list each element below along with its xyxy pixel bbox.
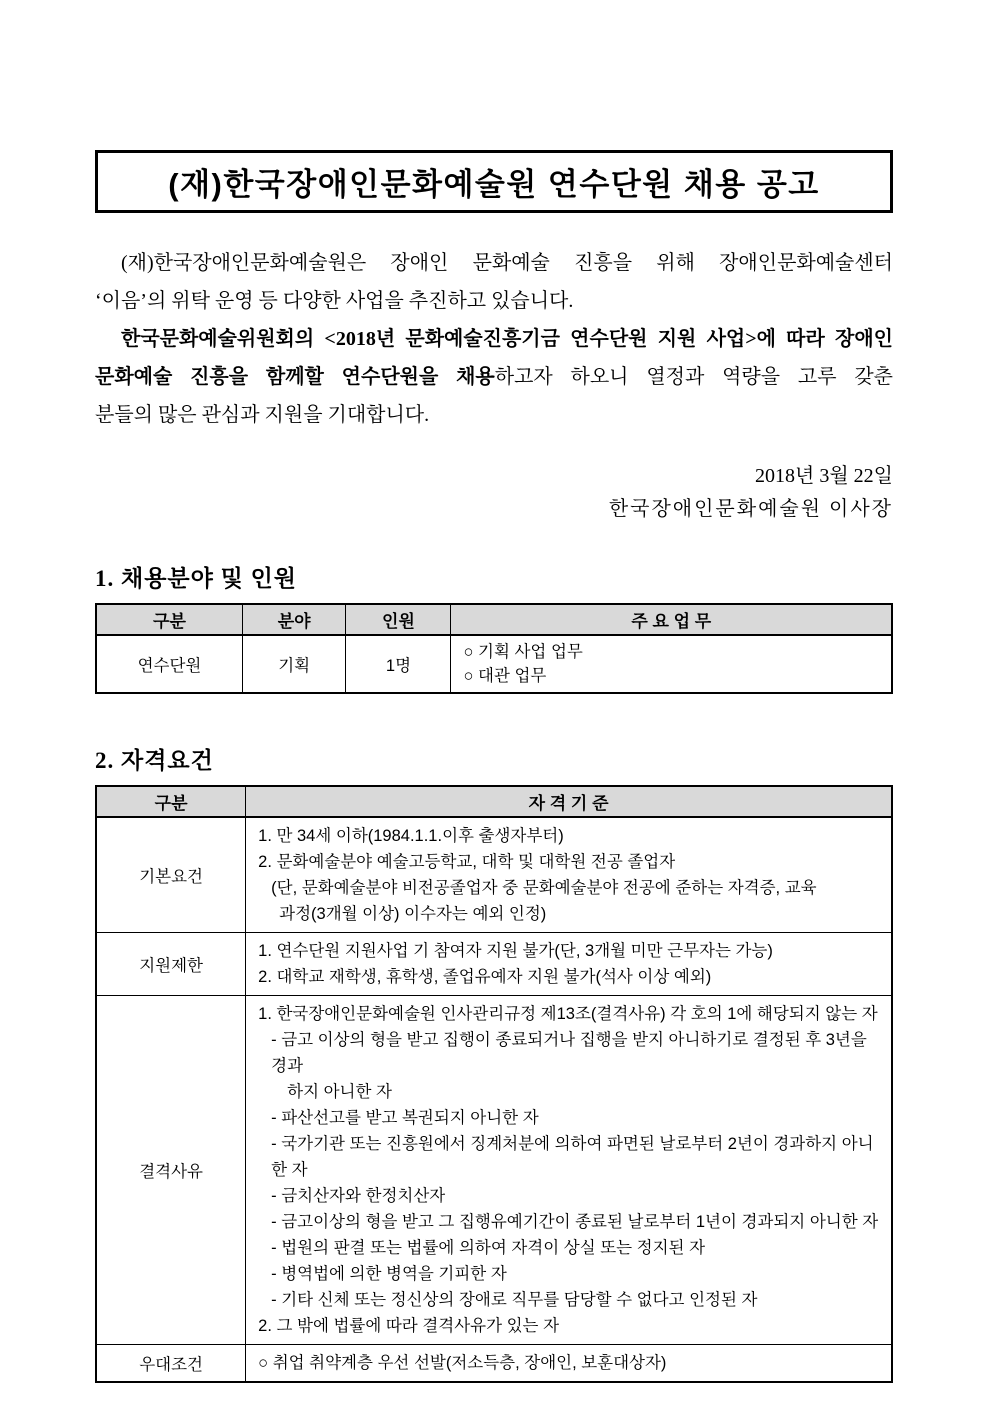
sign-off-block xyxy=(95,460,893,526)
title-box xyxy=(95,150,893,213)
cell-duties xyxy=(451,635,892,693)
duty-item: ○ 기획 사업 업무 xyxy=(463,643,583,661)
criteria-line: - 병역법에 의한 병역을 기피한 자 xyxy=(271,1265,507,1283)
intro-section xyxy=(95,244,893,434)
section-2-heading: 2. 자격요건 xyxy=(95,748,214,773)
header-cell-count: 인원 xyxy=(346,604,451,635)
criteria-line: - 파산선고를 받고 복권되지 아니한 자 xyxy=(271,1109,539,1127)
table-row-application-restrictions xyxy=(96,933,892,996)
table-row-basic-requirements xyxy=(96,817,892,933)
table-row-disqualification xyxy=(96,996,892,1345)
section-1-heading: 1. 채용분야 및 인원 xyxy=(95,566,298,591)
duty-item: ○ 대관 업무 xyxy=(463,667,547,685)
intro-p1-line2: ‘이음’의 위탁 운영 등 다양한 사업을 추진하고 있습니다. xyxy=(95,290,574,312)
criteria-line: 1. 만 34세 이하(1984.1.1.이후 출생자부터) xyxy=(258,827,564,845)
criteria-line: - 법원의 판결 또는 법률에 의하여 자격이 상실 또는 정지된 자 xyxy=(271,1239,706,1257)
criteria-line: - 금고이상의 형을 받고 그 집행유예기간이 종료된 날로부터 1년이 경과되지 아니한 자 xyxy=(271,1213,879,1231)
row-label: 지원제한 xyxy=(96,933,246,996)
row-label: 결격사유 xyxy=(96,996,246,1345)
criteria-line: (단, 문화예술분야 비전공졸업자 중 문화예술분야 전공에 준하는 자격증, 교육 xyxy=(271,879,817,897)
qualification-table xyxy=(95,785,893,1383)
recruitment-table-row xyxy=(96,635,892,693)
criteria-line: 2. 문화예술분야 예술고등학교, 대학 및 대학원 전공 졸업자 xyxy=(258,853,676,871)
cell-category: 연수단원 xyxy=(96,635,242,693)
row-content xyxy=(246,817,892,933)
row-content xyxy=(246,933,892,996)
recruitment-table-header-row xyxy=(96,604,892,635)
signer-line: 한국장애인문화예술원 이사장 xyxy=(608,498,893,520)
row-content xyxy=(246,996,892,1345)
row-content xyxy=(246,1345,892,1383)
intro-p2-line1: 한국문화예술위원회의 <2018년 문화예술진흥기금 연수단원 지원 사업>에 따라 장애인 xyxy=(121,328,893,350)
criteria-line: 2. 대학교 재학생, 휴학생, 졸업유예자 지원 불가(석사 이상 예외) xyxy=(258,968,712,986)
qualification-table-header-row xyxy=(96,786,892,817)
header-cell-criteria: 자 격 기 준 xyxy=(246,786,892,817)
criteria-line: ○ 취업 취약계층 우선 선발(저소득층, 장애인, 보훈대상자) xyxy=(258,1354,667,1372)
criteria-line: 하지 아니한 자 xyxy=(287,1083,392,1101)
date-line: 2018년 3월 22일 xyxy=(755,465,893,487)
intro-p2-line2 xyxy=(95,358,893,396)
header-cell-field: 분야 xyxy=(242,604,345,635)
intro-p2-line2-bold: 문화예술 진흥을 함께할 연수단원을 채용 xyxy=(95,366,495,388)
intro-p1-line1: (재)한국장애인문화예술원은 장애인 문화예술 진흥을 위해 장애인문화예술센터 xyxy=(121,252,893,274)
intro-p2-line2-rest: 하고자 하오니 열정과 역량을 고루 갖춘 xyxy=(494,366,893,388)
table-row-preferential-treatment xyxy=(96,1345,892,1383)
cell-field: 기획 xyxy=(242,635,345,693)
criteria-line: - 금고 이상의 형을 받고 집행이 종료되거나 집행을 받지 아니하기로 결정된 후 3년을 경과 xyxy=(271,1031,867,1075)
criteria-line: - 금치산자와 한정치산자 xyxy=(271,1187,446,1205)
header-cell-duties: 주 요 업 무 xyxy=(451,604,892,635)
cell-count: 1명 xyxy=(346,635,451,693)
criteria-line: 1. 한국장애인문화예술원 인사관리규정 제13조(결격사유) 각 호의 1에 해당되지 않는 자 xyxy=(258,1005,878,1023)
recruitment-table xyxy=(95,603,893,694)
intro-p2-line3: 분들의 많은 관심과 지원을 기대합니다. xyxy=(95,404,430,426)
header-cell-gubun: 구분 xyxy=(96,786,246,817)
criteria-line: - 국가기관 또는 진흥원에서 징계처분에 의하여 파면된 날로부터 2년이 경과하지 아니 한 자 xyxy=(271,1135,874,1179)
row-label: 기본요건 xyxy=(96,817,246,933)
criteria-line: 과정(3개월 이상) 이수자는 예외 인정) xyxy=(279,905,547,923)
document-title: (재)한국장애인문화예술원 연수단원 채용 공고 xyxy=(168,167,820,202)
header-cell-category: 구분 xyxy=(96,604,242,635)
criteria-line: 2. 그 밖에 법률에 따라 결격사유가 있는 자 xyxy=(258,1317,560,1335)
criteria-line: 1. 연수단원 지원사업 기 참여자 지원 불가(단, 3개월 미만 근무자는 가능) xyxy=(258,942,773,960)
criteria-line: - 기타 신체 또는 정신상의 장애로 직무를 담당할 수 없다고 인정된 자 xyxy=(271,1291,758,1309)
row-label: 우대조건 xyxy=(96,1345,246,1383)
